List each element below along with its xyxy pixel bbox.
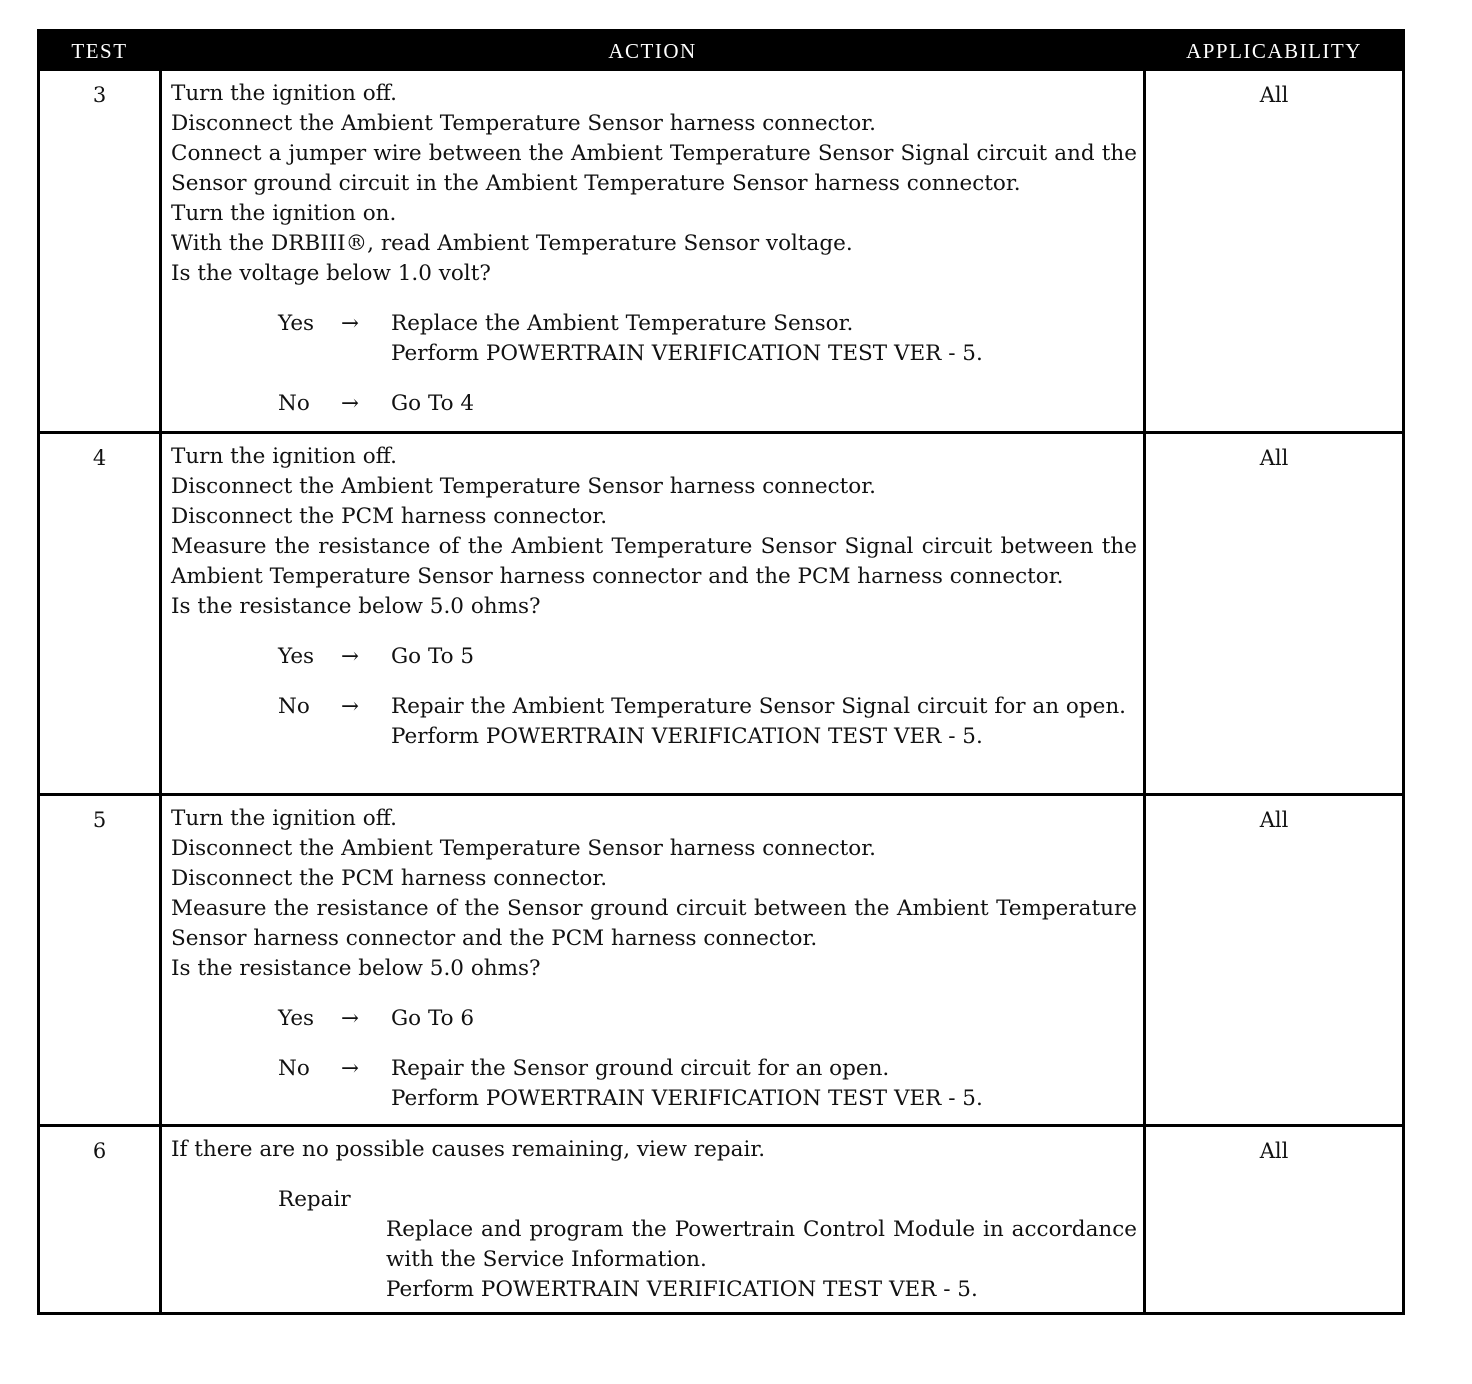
yes-branch <box>171 1004 1137 1034</box>
test-number: 3 <box>40 71 162 431</box>
arrow-icon: → <box>341 644 360 669</box>
repair-line: Perform POWERTRAIN VERIFICATION TEST VER - 5. <box>386 1277 978 1302</box>
test-row-5 <box>40 793 1402 1124</box>
diagnostic-test-table <box>37 29 1405 1315</box>
yes-label: Yes <box>278 644 315 669</box>
step: With the DRBIII®, read Ambient Temperature Sensor voltage. <box>171 231 853 256</box>
no-branch <box>171 1054 1137 1114</box>
repair-body <box>386 1215 1137 1305</box>
test-row-3 <box>40 71 1402 431</box>
action-cell <box>162 796 1146 1124</box>
test-number: 4 <box>40 434 162 793</box>
step: Is the resistance below 5.0 ohms? <box>171 956 541 981</box>
test-number: 5 <box>40 796 162 1124</box>
test-row-4 <box>40 431 1402 793</box>
step: Measure the resistance of the Sensor ground circuit between the Ambient Temperature Sensor harness connector and the PCM harness connector. <box>171 896 1137 951</box>
action-cell <box>162 1127 1146 1312</box>
header-applicability: APPLICABILITY <box>1186 39 1362 63</box>
yes-label: Yes <box>278 311 315 336</box>
step: Is the resistance below 5.0 ohms? <box>171 594 541 619</box>
step: Disconnect the Ambient Temperature Sensor harness connector. <box>171 474 876 499</box>
no-label: No <box>278 391 310 416</box>
arrow-icon: → <box>341 311 360 336</box>
step: Disconnect the Ambient Temperature Sensor harness connector. <box>171 836 876 861</box>
arrow-icon: → <box>341 1056 360 1081</box>
arrow-icon: → <box>341 694 360 719</box>
no-branch <box>171 692 1137 752</box>
no-branch <box>171 389 1137 419</box>
arrow-icon: → <box>341 391 360 416</box>
yes-branch <box>171 309 1137 369</box>
step: Disconnect the Ambient Temperature Sensor harness connector. <box>171 111 876 136</box>
no-label: No <box>278 694 310 719</box>
yes-label: Yes <box>278 1006 315 1031</box>
branch-line: Perform POWERTRAIN VERIFICATION TEST VER - 5. <box>391 341 983 366</box>
applicability-cell: All <box>1259 83 1289 107</box>
branch-line: Perform POWERTRAIN VERIFICATION TEST VER - 5. <box>391 1086 983 1111</box>
step: Turn the ignition off. <box>171 81 397 106</box>
step: Measure the resistance of the Ambient Temperature Sensor Signal circuit between the Ambient Temperature Sensor harness connector and the PCM harness connector. <box>171 534 1137 589</box>
action-cell <box>162 71 1146 431</box>
step: Connect a jumper wire between the Ambient Temperature Sensor Signal circuit and the Sensor ground circuit in the Ambient Temperature Sensor harness connector. <box>171 141 1137 196</box>
branch-line: Perform POWERTRAIN VERIFICATION TEST VER - 5. <box>391 724 983 749</box>
step: Is the voltage below 1.0 volt? <box>171 261 491 286</box>
test-row-6 <box>40 1124 1402 1312</box>
branch-line: Go To 5 <box>391 644 475 669</box>
applicability-cell: All <box>1259 1139 1289 1163</box>
step: Turn the ignition on. <box>171 201 397 226</box>
test-number: 6 <box>40 1127 162 1312</box>
yes-branch <box>171 642 1137 672</box>
branch-line: Go To 4 <box>391 391 475 416</box>
action-cell <box>162 434 1146 793</box>
applicability-cell: All <box>1259 808 1289 832</box>
step: Disconnect the PCM harness connector. <box>171 504 608 529</box>
branch-line: Replace the Ambient Temperature Sensor. <box>391 311 854 336</box>
no-label: No <box>278 1056 310 1081</box>
arrow-icon: → <box>341 1006 360 1031</box>
applicability-cell: All <box>1259 446 1289 470</box>
table-header <box>40 32 1402 71</box>
step: Disconnect the PCM harness connector. <box>171 866 608 891</box>
repair-label: Repair <box>278 1187 351 1212</box>
repair-line: Replace and program the Powertrain Control Module in accordance with the Service Information. <box>386 1217 1137 1272</box>
branch-line: Repair the Sensor ground circuit for an open. <box>391 1056 890 1081</box>
step: If there are no possible causes remaining, view repair. <box>171 1137 766 1162</box>
header-action: ACTION <box>608 39 697 63</box>
step: Turn the ignition off. <box>171 444 397 469</box>
step: Turn the ignition off. <box>171 806 397 831</box>
branch-line: Go To 6 <box>391 1006 475 1031</box>
branch-line: Repair the Ambient Temperature Sensor Signal circuit for an open. <box>391 694 1126 719</box>
header-test: TEST <box>71 39 128 63</box>
